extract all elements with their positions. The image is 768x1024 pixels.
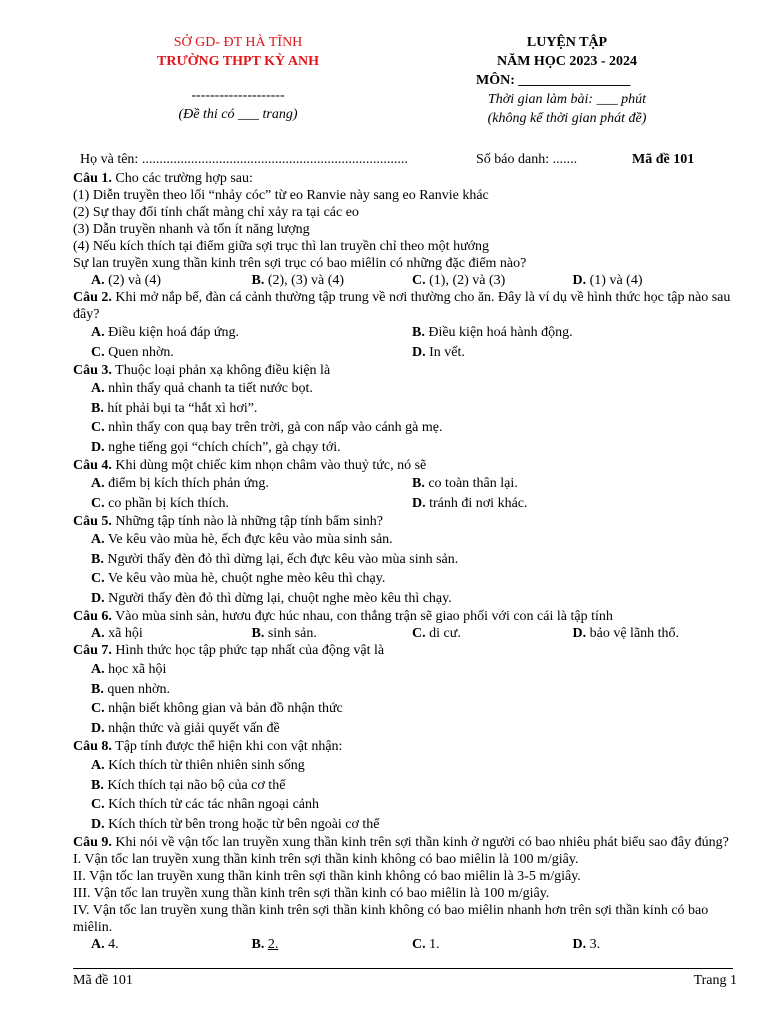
answer-options (73, 625, 733, 642)
question-1: Câu 1. Cho các trường hợp sau: (73, 171, 253, 186)
answer-options (73, 936, 733, 953)
divider-dashes: -------------------- (191, 88, 285, 103)
statement: (3) Dẫn truyền nhanh và tốn ít năng lượng (73, 222, 310, 237)
statement: I. Vận tốc lan truyền xung thần kinh trên sợi thần kinh không có bao miêlin là 100 m/giây. (73, 852, 579, 867)
answer-options (73, 494, 733, 514)
option-d: D. nghe tiếng gọi “chích chích”, gà chạy tới. (91, 439, 341, 455)
question-2: Câu 2. Khi mở nắp bể, đàn cá cảnh thường tập trung về nơi thường cho ăn. Đây là ví dụ về hình thức học tập nào sau đây? (73, 290, 731, 322)
answer-options (73, 272, 733, 289)
option-c: C. (1), (2) và (3) (412, 273, 506, 288)
option-d: D. bảo vệ lãnh thổ. (572, 626, 680, 641)
option-b: B. Điều kiện hoá hành động. (412, 325, 573, 340)
time-line: Thời gian làm bài: ___ phút (488, 92, 646, 107)
option-a: A. Điều kiện hoá đáp ứng. (91, 325, 239, 340)
questions (73, 170, 733, 953)
question-3: Câu 3. Thuộc loại phản xạ không điều kiện là (73, 363, 331, 378)
exam-title: LUYỆN TẬP (526, 35, 608, 50)
option-b: B. Người thấy đèn đỏ thì dừng lại, ếch đực kêu vào mùa sinh sản. (91, 551, 459, 567)
exam-header (462, 33, 672, 128)
option-b: B. hít phải bụi ta “hắt xì hơi”. (91, 400, 258, 416)
option-b: B. sinh sản. (251, 626, 317, 641)
option-a: A. nhìn thấy quả chanh ta tiết nước bọt. (91, 381, 313, 396)
option-a: A. 4. (91, 937, 119, 952)
option-c: C. Kích thích từ các tác nhân ngoại cảnh (91, 797, 320, 812)
statement: (2) Sự thay đổi tính chất màng chỉ xảy ra tại các eo (73, 205, 359, 220)
student-info-row (80, 150, 730, 169)
option-d: D. 3. (572, 937, 601, 952)
option-b: B. (2), (3) và (4) (251, 273, 345, 288)
question-9: Câu 9. Khi nói về vận tốc lan truyền xung thần kinh trên sợi thần kinh ở người có bao nhiêu phát biểu sao đây đúng? (73, 835, 729, 850)
statement: IV. Vận tốc lan truyền xung thần kinh trên sợi thần kinh không có bao miêlin nhanh hơn trên sợi thần kinh có bao miêlin. (73, 903, 709, 935)
school-year: NĂM HỌC 2023 - 2024 (497, 54, 637, 69)
school-name: TRƯỜNG THPT KỲ ANH (157, 54, 319, 69)
school-header (110, 33, 366, 125)
statement: III. Vận tốc lan truyền xung thần kinh trên sợi thần kinh có bao miêlin là 100 m/giây. (73, 886, 550, 901)
option-a: A. học xã hội (91, 662, 167, 677)
option-c: C. nhìn thấy con quạ bay trên trời, gà con nấp vào cánh gà mẹ. (91, 420, 443, 435)
question-7: Câu 7. Hình thức học tập phức tạp nhất của động vật là (73, 643, 385, 658)
option-d: D. nhận thức và giải quyết vấn đề (91, 720, 280, 736)
question-8: Câu 8. Tập tính được thể hiện khi con vật nhận: (73, 739, 343, 754)
option-b: B. 2. (251, 937, 279, 952)
statement: (1) Diễn truyền theo lối “nhảy cóc” từ eo Ranvie này sang eo Ranvie khác (73, 188, 489, 203)
footer-exam-code: Mã đề 101 (73, 973, 133, 988)
subject-line: MÔN: ________________ (476, 73, 631, 88)
question-4: Câu 4. Khi dùng một chiếc kim nhọn châm vào thuỷ tức, nó sẽ (73, 458, 427, 473)
option-d: D. (1) và (4) (572, 273, 643, 288)
answer-options (73, 343, 733, 363)
option-a: A. Ve kêu vào mùa hè, ếch đực kêu vào mùa sinh sản. (91, 532, 393, 547)
option-d: D. tránh đi nơi khác. (412, 495, 528, 511)
question-5: Câu 5. Những tập tính nào là những tập tính bẩm sinh? (73, 514, 383, 529)
page-count-note: (Đề thi có ___ trang) (178, 107, 298, 122)
option-c: C. di cư. (412, 626, 461, 641)
statement: (4) Nếu kích thích tại điểm giữa sợi trục thì lan truyền chỉ theo một hướng (73, 239, 490, 254)
page-number: Trang 1 (693, 973, 737, 988)
footer-divider (73, 968, 733, 969)
option-b: B. co toàn thân lại. (412, 476, 518, 491)
question-prompt: Sự lan truyền xung thần kinh trên sợi trục có bao miêlin có những đặc điểm nào? (73, 256, 527, 271)
option-d: D. In vết. (412, 344, 465, 360)
option-a: A. (2) và (4) (91, 273, 161, 288)
time-note: (không kể thời gian phát đề) (487, 111, 647, 126)
statement: II. Vận tốc lan truyền xung thần kinh trên sợi thần kinh không có bao miêlin là 3-5 m/giây. (73, 869, 581, 884)
answer-options (73, 474, 733, 494)
option-c: C. Ve kêu vào mùa hè, chuột nghe mèo kêu thì chạy. (91, 571, 386, 586)
option-c: C. 1. (412, 937, 440, 952)
student-name-field: Họ và tên: ............................................................................ (80, 152, 408, 167)
option-d: D. Người thấy đèn đỏ thì dừng lại, chuột nghe mèo kêu thì chạy. (91, 590, 452, 606)
option-a: A. điểm bị kích thích phản ứng. (91, 476, 269, 491)
option-a: A. xã hội (91, 626, 143, 641)
department-name: SỞ GD- ĐT HÀ TĨNH (173, 35, 303, 50)
answer-options (73, 323, 733, 343)
option-a: A. Kích thích từ thiên nhiên sinh sống (91, 758, 305, 773)
option-c: C. Quen nhờn. (91, 344, 174, 360)
option-d: D. Kích thích từ bên trong hoặc từ bên ngoài cơ thể (91, 816, 380, 832)
exam-code: Mã đề 101 (632, 152, 695, 167)
option-b: B. quen nhờn. (91, 681, 170, 697)
candidate-number-field: Số báo danh: ....... (476, 152, 578, 167)
question-6: Câu 6. Vào mùa sinh sản, hươu đực húc nhau, con thắng trận sẽ giao phối với con cái là tập tính (73, 609, 613, 624)
option-c: C. co phần bị kích thích. (91, 495, 230, 511)
option-b: B. Kích thích tại não bộ của cơ thể (91, 777, 286, 793)
option-c: C. nhận biết không gian và bản đồ nhận thức (91, 701, 343, 716)
